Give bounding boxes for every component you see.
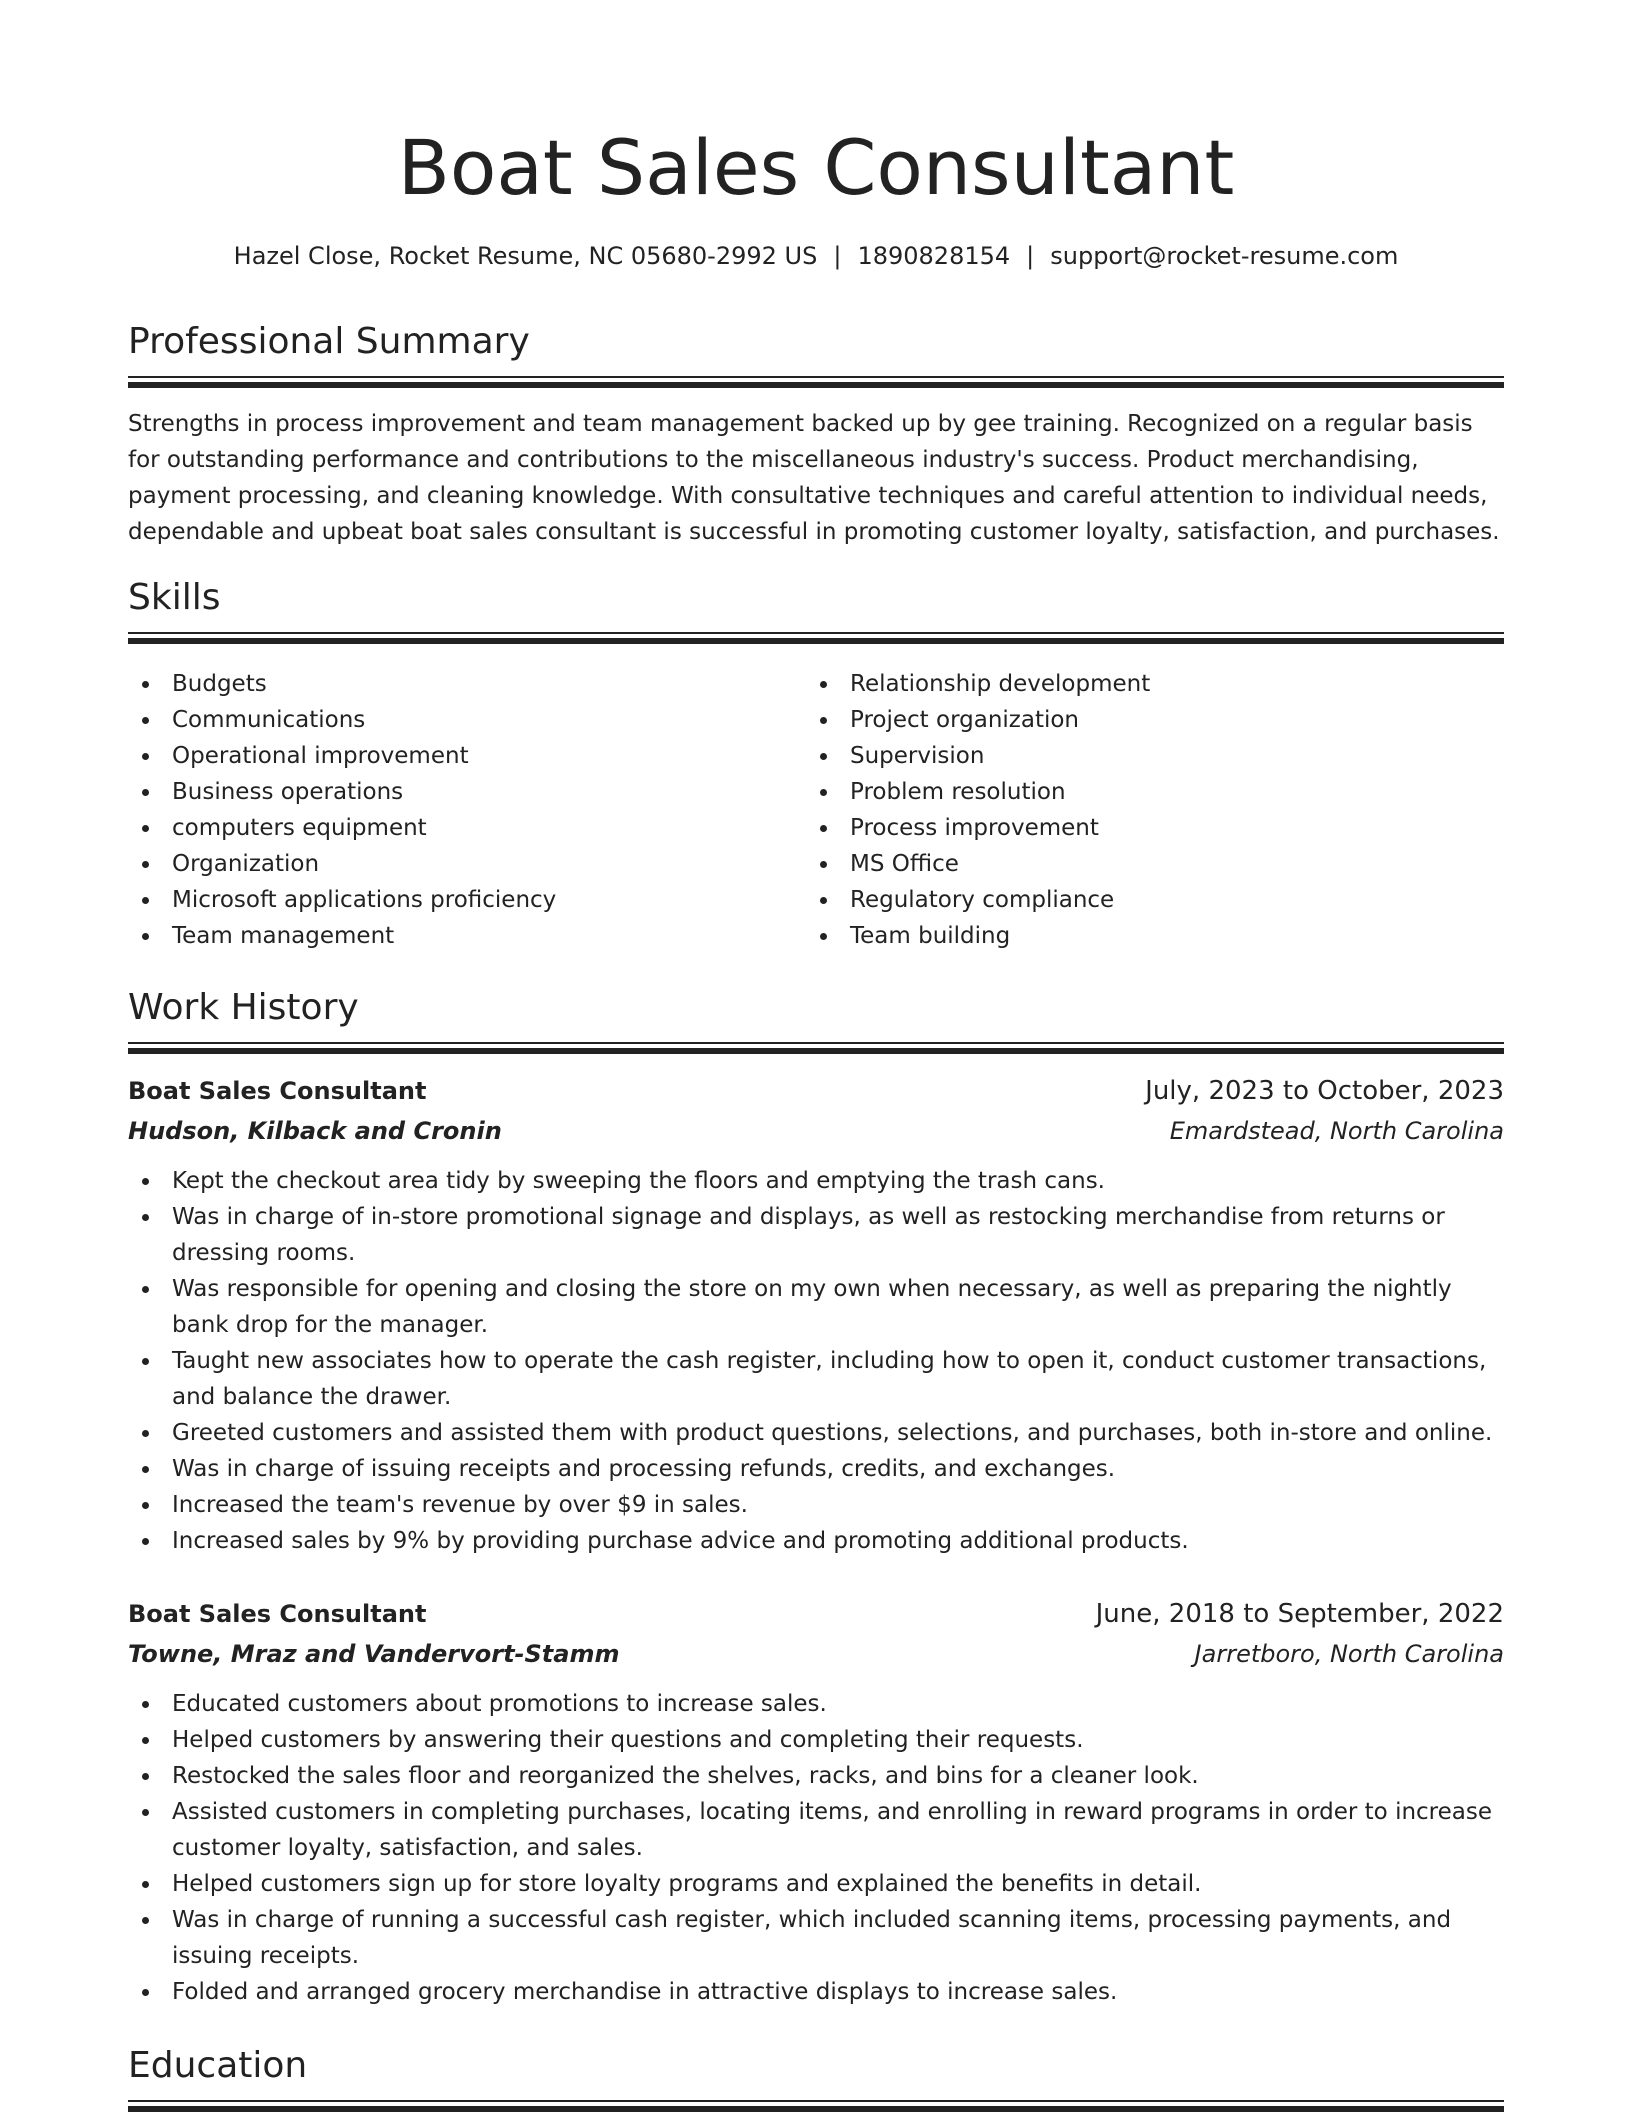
skill-item: Operational improvement — [128, 738, 788, 774]
job-dates: June, 2018 to September, 2022 — [1095, 1599, 1504, 1629]
skill-item: Communications — [128, 702, 788, 738]
job-duties-list — [128, 1686, 1504, 2010]
job-duty-item: Folded and arranged grocery merchandise in attractive displays to increase sales. — [128, 1974, 1504, 2010]
job-duty-item: Helped customers sign up for store loyalty programs and explained the benefits in detail. — [128, 1866, 1504, 1902]
skill-item: MS Office — [806, 846, 1466, 882]
skill-item: Team building — [806, 918, 1466, 954]
skill-item: Team management — [128, 918, 788, 954]
job-duty-item: Restocked the sales floor and reorganized the shelves, racks, and bins for a cleaner look. — [128, 1758, 1504, 1794]
contact-address: Hazel Close, Rocket Resume, NC 05680-2992 US — [233, 242, 818, 270]
section-divider — [128, 376, 1504, 388]
job-company: Towne, Mraz and Vandervort-Stamm — [128, 1640, 620, 1668]
job-duty-item: Helped customers by answering their questions and completing their requests. — [128, 1722, 1504, 1758]
section-title-summary: Professional Summary — [128, 321, 530, 362]
job-entry — [128, 1594, 1504, 2010]
contact-line — [128, 238, 1504, 274]
job-duty-item: Was in charge of in-store promotional signage and displays, as well as restocking merchandise from returns or dressing rooms. — [128, 1199, 1504, 1271]
job-duty-item: Was in charge of running a successful cash register, which included scanning items, processing payments, and issuing receipts. — [128, 1902, 1504, 1974]
summary-text: Strengths in process improvement and team management backed up by gee training. Recognized on a regular basis for outstanding performance and contributions to the miscellaneous industry's success. Product merchandising, payment processing, and cleaning knowledge. With consultative techniques and careful attention to individual needs, dependable and upbeat boat sales consultant is successful in promoting customer loyalty, satisfaction, and purchases. — [128, 411, 1500, 545]
section-title-work-history: Work History — [128, 987, 359, 1028]
job-company-row — [128, 1111, 1504, 1151]
contact-separator: | — [833, 242, 842, 270]
skill-item: Project organization — [806, 702, 1466, 738]
skill-item: Business operations — [128, 774, 788, 810]
section-title-skills: Skills — [128, 577, 221, 618]
contact-phone: 1890828154 — [857, 242, 1011, 270]
skill-item: Relationship development — [806, 666, 1466, 702]
contact-separator: | — [1026, 242, 1035, 270]
job-header-row — [128, 1071, 1504, 1111]
job-entry — [128, 1071, 1504, 1559]
job-company: Hudson, Kilback and Cronin — [128, 1117, 502, 1145]
job-duties-list — [128, 1163, 1504, 1559]
job-duty-item: Kept the checkout area tidy by sweeping the floors and emptying the trash cans. — [128, 1163, 1504, 1199]
job-location: Emardstead, North Carolina — [1169, 1117, 1504, 1145]
skill-item: Microsoft applications proficiency — [128, 882, 788, 918]
contact-email: support@rocket-resume.com — [1050, 242, 1399, 270]
section-divider — [128, 632, 1504, 644]
job-duty-item: Assisted customers in completing purchases, locating items, and enrolling in reward programs in order to increase customer loyalty, satisfaction, and sales. — [128, 1794, 1504, 1866]
job-duty-item: Greeted customers and assisted them with product questions, selections, and purchases, both in-store and online. — [128, 1415, 1504, 1451]
skill-item: Organization — [128, 846, 788, 882]
resume-name: Boat Sales Consultant — [397, 123, 1235, 212]
job-location: Jarretboro, North Carolina — [1194, 1640, 1504, 1668]
job-duty-item: Was responsible for opening and closing the store on my own when necessary, as well as preparing the nightly bank drop for the manager. — [128, 1271, 1504, 1343]
skill-item: computers equipment — [128, 810, 788, 846]
section-title-education: Education — [128, 2045, 308, 2086]
job-duty-item: Educated customers about promotions to increase sales. — [128, 1686, 1504, 1722]
section-divider — [128, 1042, 1504, 1054]
skill-item: Supervision — [806, 738, 1466, 774]
skills-right-column — [806, 666, 1466, 954]
skills-list-right — [806, 666, 1466, 954]
job-duty-item: Was in charge of issuing receipts and processing refunds, credits, and exchanges. — [128, 1451, 1504, 1487]
skills-left-column — [128, 666, 788, 954]
skill-item: Budgets — [128, 666, 788, 702]
job-duty-item: Increased the team's revenue by over $9 in sales. — [128, 1487, 1504, 1523]
skill-item: Problem resolution — [806, 774, 1466, 810]
job-header-row — [128, 1594, 1504, 1634]
skill-item: Process improvement — [806, 810, 1466, 846]
job-title: Boat Sales Consultant — [128, 1600, 427, 1628]
job-dates: July, 2023 to October, 2023 — [1145, 1076, 1504, 1106]
job-duty-item: Increased sales by 9% by providing purchase advice and promoting additional products. — [128, 1523, 1504, 1559]
section-divider — [128, 2100, 1504, 2112]
job-title: Boat Sales Consultant — [128, 1077, 427, 1105]
skill-item: Regulatory compliance — [806, 882, 1466, 918]
skills-list-left — [128, 666, 788, 954]
job-duty-item: Taught new associates how to operate the cash register, including how to open it, conduct customer transactions, and balance the drawer. — [128, 1343, 1504, 1415]
job-company-row — [128, 1634, 1504, 1674]
